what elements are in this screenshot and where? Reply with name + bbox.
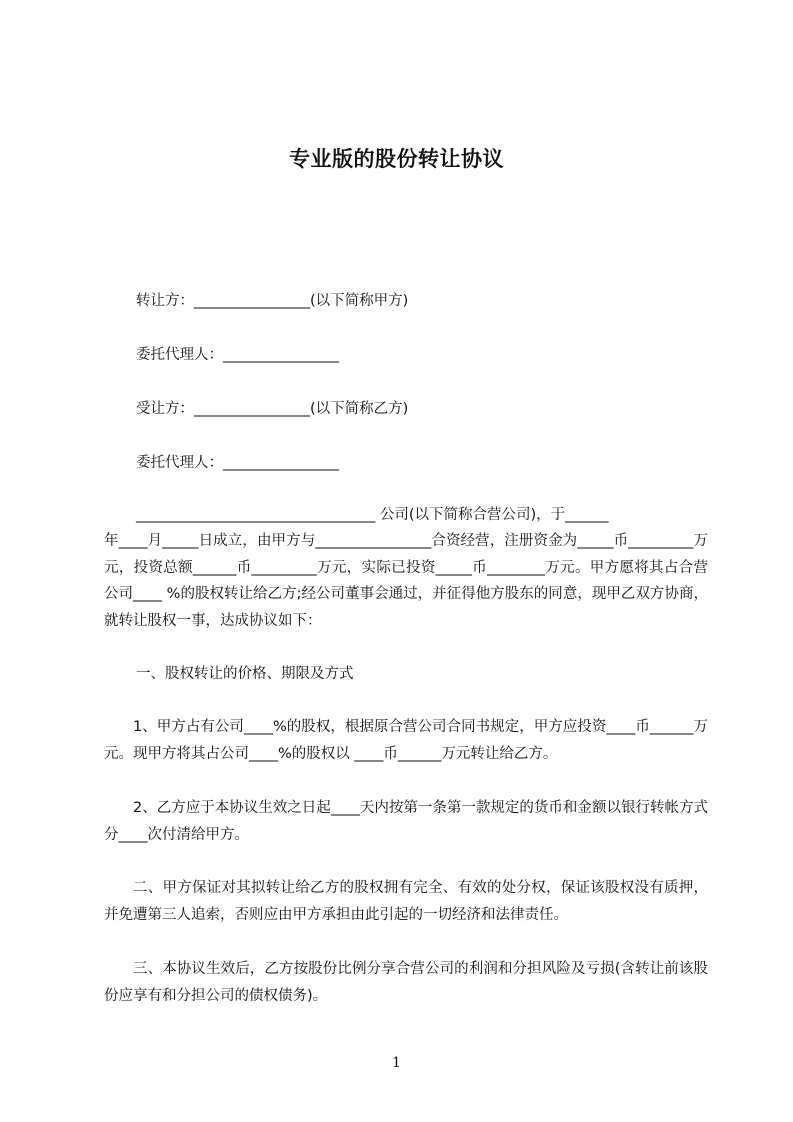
section-1-clause-2: 2、乙方应于本协议生效之日起____天内按第一条第一款规定的货币和金额以银行转帐方式分____次付清给甲方。 [104, 800, 708, 843]
transferor-agent-line: 委托代理人：________________ [136, 347, 339, 363]
preamble-paragraph: 年____月_____日成立，由甲方与________________合资经营，注册资金为_____币_________万元，投资总额______币_________万元，实际已投资_____币________万元。甲方愿将其占合营公司____ %的股权转让给乙方;经公司董事会通过，并征得他方股东的同意，现甲乙双方协商，就转让股权一事，达成协议如下： [104, 533, 708, 629]
transferee-agent-line: 委托代理人：________________ [136, 455, 339, 471]
preamble-first-line: _________________________________ 公司(以下简称合营公司)，于______ [136, 507, 609, 523]
transferee-line: 受让方：________________(以下简称乙方) [136, 401, 409, 417]
section-2-paragraph: 二、甲方保证对其拟转让给乙方的股权拥有完全、有效的处分权，保证该股权没有质押，并免遭第三人追索，否则应由甲方承担由此引起的一切经济和法律责任。 [104, 880, 708, 923]
transferor-line: 转让方：________________(以下简称甲方) [136, 293, 409, 309]
page-number: 1 [392, 1055, 401, 1071]
section-1-clause-1: 1、甲方占有公司____%的股权，根据原合营公司合同书规定，甲方应投资____币______万元。现甲方将其占公司____%的股权以 ____币______万元转让给乙方。 [104, 719, 708, 762]
section-1-heading: 一、股权转让的价格、期限及方式 [136, 666, 354, 682]
section-3-paragraph: 三、本协议生效后，乙方按股份比例分享合营公司的利润和分担风险及亏损(含转让前该股份应享有和分担公司的债权债务)。 [104, 961, 708, 1004]
document-title: 专业版的股份转让协议 [289, 147, 504, 171]
